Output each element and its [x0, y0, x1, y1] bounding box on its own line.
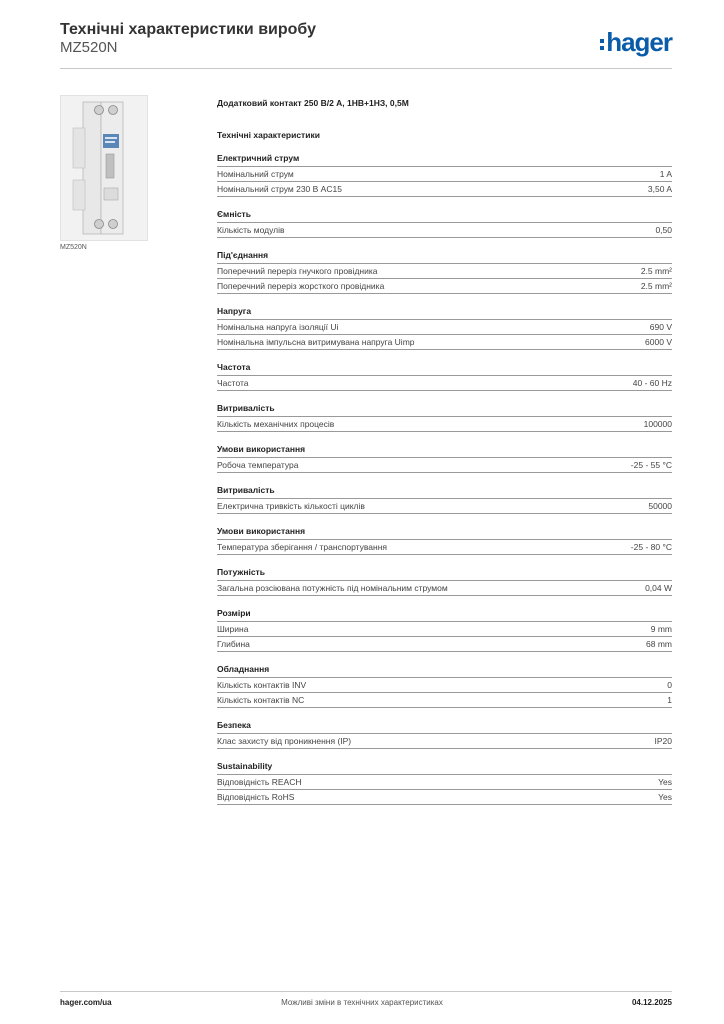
product-image — [60, 95, 148, 241]
spec-row — [217, 622, 672, 637]
spec-group-title: Умови використання — [217, 442, 672, 458]
spec-group — [217, 151, 672, 197]
auxiliary-contact-icon — [61, 96, 147, 240]
spec-label: Клас захисту від проникнення (IP) — [217, 736, 352, 746]
product-code: MZ520N — [60, 39, 118, 56]
spec-label: Кількість контактів NC — [217, 695, 305, 705]
spec-value: 68 mm — [646, 639, 672, 649]
spec-group — [217, 759, 672, 805]
spec-value: 0,04 W — [645, 583, 672, 593]
spec-row — [217, 499, 672, 514]
footer-site-link[interactable]: hager.com/ua — [60, 998, 112, 1007]
spec-label: Електрична тривкість кількості циклів — [217, 501, 365, 511]
spec-group — [217, 565, 672, 596]
spec-group — [217, 207, 672, 238]
logo-dots-icon — [600, 39, 604, 50]
spec-label: Кількість контактів INV — [217, 680, 307, 690]
spec-value: 2.5 mm² — [640, 281, 672, 291]
spec-value: 50000 — [648, 501, 672, 511]
spec-group — [217, 248, 672, 294]
spec-row — [217, 182, 672, 197]
hager-logo[interactable] — [600, 28, 672, 56]
spec-label: Кількість механічних процесів — [217, 419, 335, 429]
spec-label: Відповідність REACH — [217, 777, 302, 787]
spec-label: Глибина — [217, 639, 250, 649]
spec-group — [217, 304, 672, 350]
spec-label: Кількість модулів — [217, 225, 285, 235]
spec-label: Ширина — [217, 624, 249, 634]
specifications — [217, 96, 672, 815]
spec-label: Робоча температура — [217, 460, 299, 470]
spec-group-title: Обладнання — [217, 662, 672, 678]
spec-group-title: Розміри — [217, 606, 672, 622]
product-image-caption: MZ520N — [60, 244, 87, 251]
spec-value: -25 - 55 °C — [630, 460, 672, 470]
spec-group-title: Витривалість — [217, 401, 672, 417]
spec-value: 40 - 60 Hz — [632, 378, 672, 388]
spec-group — [217, 360, 672, 391]
spec-label: Поперечний переріз жорсткого провідника — [217, 281, 385, 291]
spec-label: Відповідність RoHS — [217, 792, 295, 802]
spec-value: 9 mm — [650, 624, 672, 634]
header-divider — [60, 68, 672, 69]
spec-row — [217, 540, 672, 555]
spec-value: 690 V — [649, 322, 672, 332]
spec-value: -25 - 80 °C — [630, 542, 672, 552]
spec-label: Номінальний струм — [217, 169, 294, 179]
spec-row — [217, 581, 672, 596]
spec-row — [217, 376, 672, 391]
spec-row — [217, 693, 672, 708]
spec-row — [217, 790, 672, 805]
spec-group-title: Витривалість — [217, 483, 672, 499]
spec-group-title: Потужність — [217, 565, 672, 581]
spec-group-title: Під'єднання — [217, 248, 672, 264]
spec-value: 1 A — [659, 169, 672, 179]
spec-row — [217, 335, 672, 350]
spec-row — [217, 264, 672, 279]
spec-groups — [217, 151, 672, 805]
spec-row — [217, 637, 672, 652]
spec-group-title: Ємність — [217, 207, 672, 223]
spec-group — [217, 483, 672, 514]
spec-row — [217, 775, 672, 790]
spec-group — [217, 662, 672, 708]
spec-value: Yes — [658, 792, 672, 802]
spec-row — [217, 734, 672, 749]
spec-row — [217, 279, 672, 294]
spec-label: Номінальна напруга ізоляції Ui — [217, 322, 339, 332]
spec-value: IP20 — [654, 736, 672, 746]
spec-group — [217, 442, 672, 473]
spec-label: Номінальна імпульсна витримувана напруга Uimp — [217, 337, 415, 347]
spec-value: 3,50 A — [647, 184, 672, 194]
spec-row — [217, 167, 672, 182]
spec-group-title: Sustainability — [217, 759, 672, 775]
spec-row — [217, 223, 672, 238]
spec-row — [217, 458, 672, 473]
spec-group-title: Напруга — [217, 304, 672, 320]
spec-group — [217, 606, 672, 652]
spec-label: Температура зберігання / транспортування — [217, 542, 388, 552]
footer-divider — [60, 991, 672, 992]
spec-row — [217, 417, 672, 432]
spec-label: Частота — [217, 378, 249, 388]
spec-row — [217, 320, 672, 335]
logo-text: hager — [606, 27, 672, 57]
spec-label: Поперечний переріз гнучкого провідника — [217, 266, 378, 276]
spec-value: Yes — [658, 777, 672, 787]
spec-row — [217, 678, 672, 693]
spec-group-title: Електричний струм — [217, 151, 672, 167]
spec-group — [217, 718, 672, 749]
spec-group-title: Умови використання — [217, 524, 672, 540]
spec-group-title: Безпека — [217, 718, 672, 734]
spec-group — [217, 401, 672, 432]
page-title: Технічні характеристики виробу — [60, 21, 316, 38]
spec-label: Номінальний струм 230 В AC15 — [217, 184, 342, 194]
section-heading: Технічні характеристики — [217, 130, 320, 140]
spec-value: 6000 V — [645, 337, 672, 347]
spec-group-title: Частота — [217, 360, 672, 376]
spec-value: 2.5 mm² — [640, 266, 672, 276]
spec-label: Загальна розсіювана потужність під номінальним струмом — [217, 583, 448, 593]
footer-date: 04.12.2025 — [631, 998, 672, 1007]
spec-value: 0,50 — [655, 225, 672, 235]
product-name: Додатковий контакт 250 В/2 А, 1НВ+1НЗ, 0,5М — [217, 98, 409, 108]
footer-note: Можливі зміни в технічних характеристиках — [281, 998, 443, 1007]
spec-value: 0 — [667, 680, 672, 690]
spec-value: 1 — [667, 695, 672, 705]
spec-value: 100000 — [643, 419, 672, 429]
spec-group — [217, 524, 672, 555]
